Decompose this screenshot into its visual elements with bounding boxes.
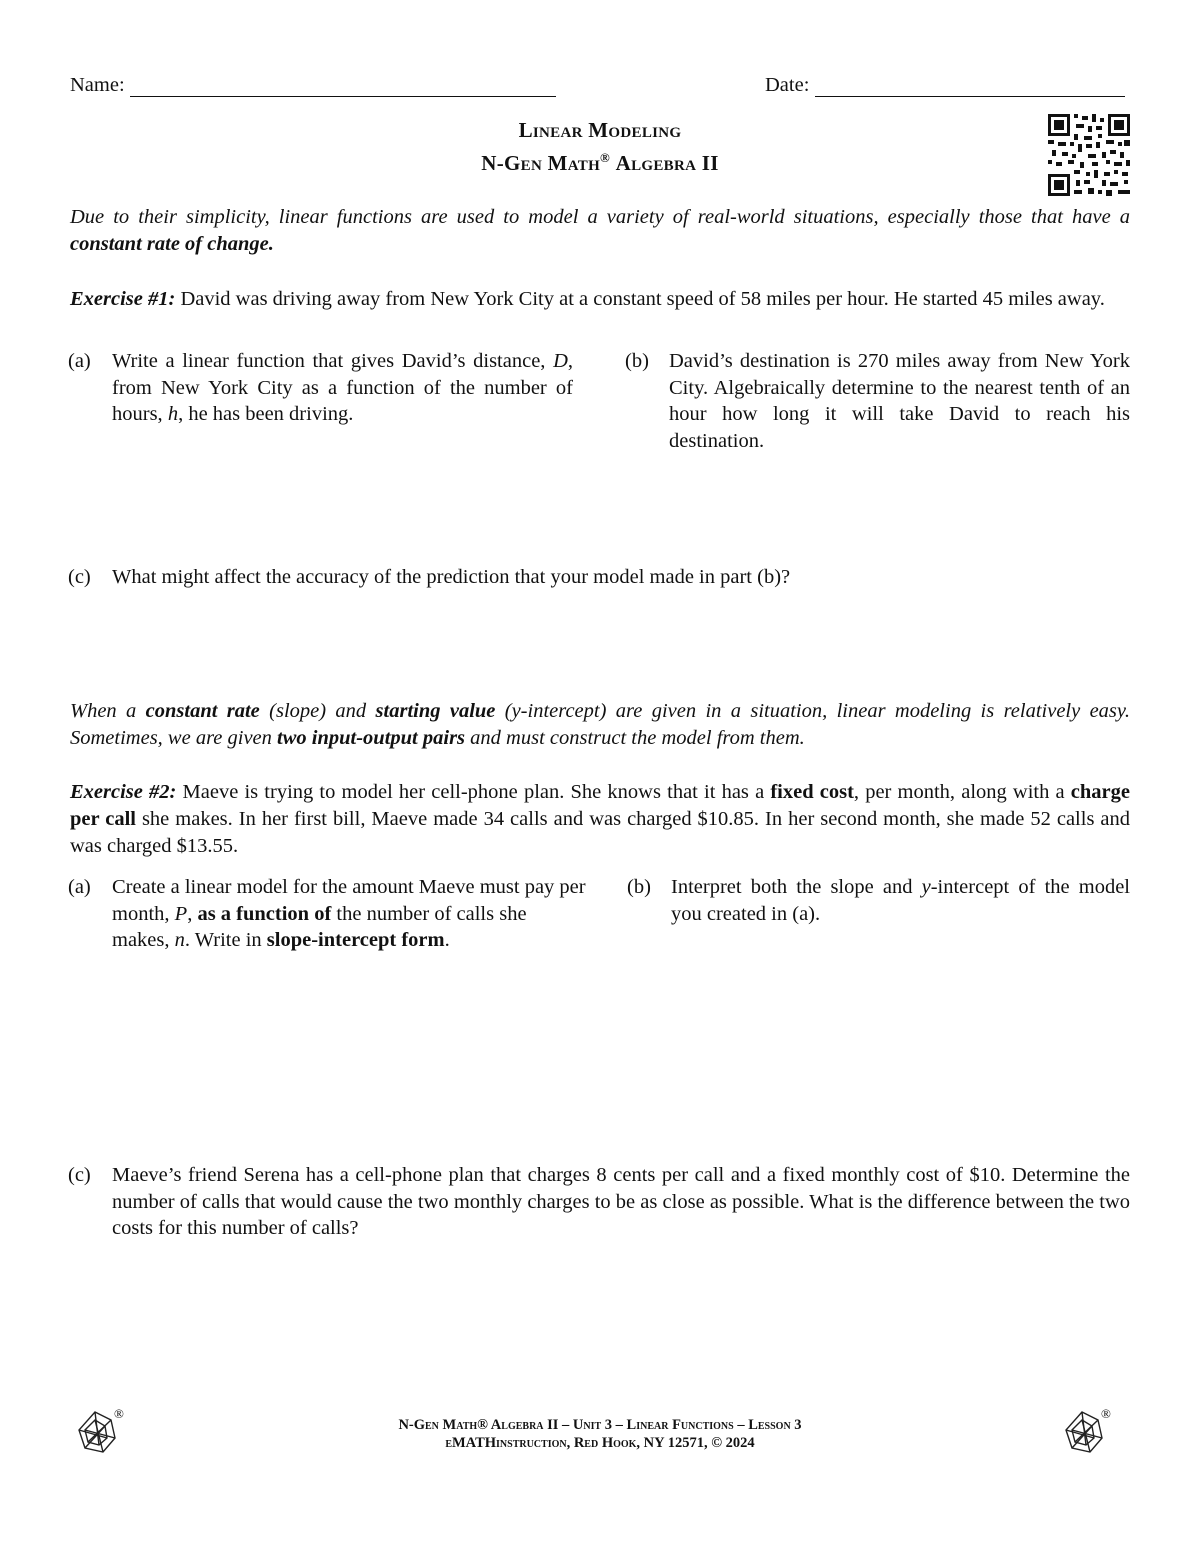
exercise-2-label: Exercise #2: [70,781,177,803]
qr-code-icon[interactable] [1048,114,1130,196]
date-line[interactable] [815,74,1125,97]
exercise-2c: (c) Maeve’s friend Serena has a cell-phone plan that charges 8 cents per call and a fixed monthly cost of $10. Determine the number of calls that would cause the two monthly charges to be as close as possible. What is the difference between the two costs for this number of calls? [68,1164,1130,1239]
interlude-paragraph: When a constant rate (slope) and starting value (y-intercept) are given in a situation, linear modeling is relatively easy. Sometimes, we are given two input-output pairs and must construct the model from them. [70,700,1130,749]
intro-paragraph: Due to their simplicity, linear functions are used to model a variety of real-world situations, especially those that have a constant rate of change. [70,206,1130,255]
name-field[interactable] [70,74,556,97]
exercise-1-prompt: Exercise #1: David was driving away from New York City at a constant speed of 58 miles per hour. He started 45 miles away. [70,288,1105,310]
date-label: Date: [765,74,810,96]
exercise-2a: (a) Create a linear model for the amount Maeve must pay per month, P, as a function of the number of calls she makes, n. Write in slope-intercept form. [68,876,586,951]
footer-publisher-line: eMATHinstruction, Red Hook, NY 12571, © 2024 [445,1435,755,1451]
name-line[interactable] [130,74,556,97]
exercise-1-label: Exercise #1: [70,288,176,310]
exercise-1a: (a) Write a linear function that gives David’s distance, D, from New York City as a function of the number of hours, h, he has been driving. [68,350,573,425]
footer-logo-left-reg: ® [114,1406,124,1421]
exercise-1b: (b) David’s destination is 270 miles away from New York City. Algebraically determine to the nearest tenth of an hour how long it will take David to reach his destination. [625,350,1130,452]
exercise-1c: (c) What might affect the accuracy of the prediction that your model made in part (b)? [68,566,791,588]
name-label: Name: [70,74,125,96]
footer-logo-right-reg: ® [1101,1406,1111,1421]
page-title: Linear Modeling [518,118,682,142]
exercise-2b: (b) Interpret both the slope and y-intercept of the model you created in (a). [627,876,1130,925]
exercise-2-prompt: Exercise #2: Maeve is trying to model her cell-phone plan. She knows that it has a fixed cost, per month, along with a charge per call she makes. In her first bill, Maeve made 34 calls and was charged $10.85. In her second month, she made 52 calls and was charged $13.55. [70,781,1131,857]
date-field[interactable] [765,74,1125,97]
footer-course-line: N-Gen Math® Algebra II – Unit 3 – Linear Functions – Lesson 3 [398,1417,802,1433]
course-title: N-Gen Math® Algebra II [481,150,719,175]
